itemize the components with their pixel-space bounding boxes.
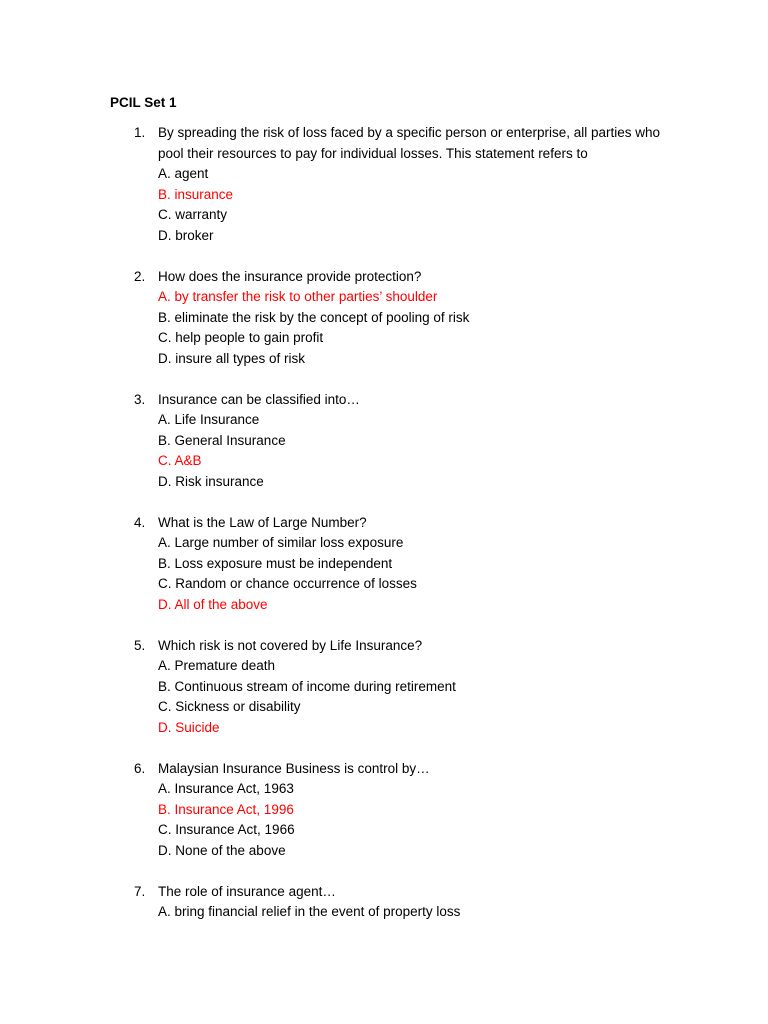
question-text: Malaysian Insurance Business is control by… bbox=[158, 760, 430, 776]
question-item bbox=[0, 882, 768, 923]
question-list bbox=[0, 123, 768, 943]
answer-options bbox=[158, 902, 668, 923]
answer-options bbox=[158, 164, 668, 246]
question-item bbox=[0, 636, 768, 739]
answer-option: A. Premature death bbox=[158, 658, 276, 673]
answer-option: D. insure all types of risk bbox=[158, 350, 306, 366]
document-title: PCIL Set 1 bbox=[110, 95, 177, 110]
question-body bbox=[158, 123, 668, 246]
answer-option: C. warranty bbox=[158, 207, 228, 222]
question-number: 6. bbox=[134, 760, 146, 776]
answer-options bbox=[158, 656, 668, 738]
question-body bbox=[158, 759, 668, 862]
answer-option: B. Continuous stream of income during retirement bbox=[158, 678, 456, 694]
question-number: 3. bbox=[134, 391, 146, 407]
question-text: How does the insurance provide protection? bbox=[158, 268, 422, 284]
question-body bbox=[158, 636, 668, 739]
question-body bbox=[158, 513, 668, 616]
answer-option: B. eliminate the risk by the concept of pooling of risk bbox=[158, 309, 470, 325]
question-body bbox=[158, 882, 668, 923]
question-text: By spreading the risk of loss faced by a specific person or enterprise, all parties who pool their resources to pay for individual losses. This statement refers to bbox=[158, 125, 660, 161]
answer-option: D. Risk insurance bbox=[158, 473, 264, 489]
question-number: 4. bbox=[134, 514, 146, 530]
question-body bbox=[158, 390, 668, 493]
answer-option: A. Life Insurance bbox=[158, 412, 260, 427]
answer-option: C. Sickness or disability bbox=[158, 699, 301, 714]
question-item bbox=[0, 267, 768, 370]
answer-option: A. bring financial relief in the event of property loss bbox=[158, 904, 461, 919]
answer-option: D. broker bbox=[158, 227, 214, 243]
answer-option: C. help people to gain profit bbox=[158, 330, 324, 345]
answer-options bbox=[158, 779, 668, 861]
answer-option: C. Random or chance occurrence of losses bbox=[158, 576, 417, 591]
question-text: The role of insurance agent… bbox=[158, 883, 336, 899]
question-item bbox=[0, 390, 768, 493]
answer-option-correct: D. Suicide bbox=[158, 719, 220, 735]
question-text: What is the Law of Large Number? bbox=[158, 514, 367, 530]
answer-option-correct: A. by transfer the risk to other parties’ shoulder bbox=[158, 289, 438, 304]
answer-option: A. agent bbox=[158, 166, 209, 181]
answer-options bbox=[158, 533, 668, 615]
answer-option: B. General Insurance bbox=[158, 432, 286, 448]
question-number: 2. bbox=[134, 268, 146, 284]
question-number: 5. bbox=[134, 637, 146, 653]
answer-options bbox=[158, 410, 668, 492]
question-item bbox=[0, 123, 768, 246]
answer-option: D. None of the above bbox=[158, 842, 286, 858]
question-number: 1. bbox=[134, 125, 146, 140]
question-text: Insurance can be classified into… bbox=[158, 391, 360, 407]
question-item bbox=[0, 759, 768, 862]
question-body bbox=[158, 267, 668, 370]
answer-option-correct: C. A&B bbox=[158, 453, 202, 468]
answer-option-correct: D. All of the above bbox=[158, 596, 268, 612]
answer-option: C. Insurance Act, 1966 bbox=[158, 822, 295, 837]
answer-options bbox=[158, 287, 668, 369]
question-text: Which risk is not covered by Life Insurance? bbox=[158, 637, 423, 653]
question-number: 7. bbox=[134, 883, 146, 899]
answer-option: A. Insurance Act, 1963 bbox=[158, 781, 294, 796]
question-item bbox=[0, 513, 768, 616]
answer-option: A. Large number of similar loss exposure bbox=[158, 535, 404, 550]
answer-option-correct: B. Insurance Act, 1996 bbox=[158, 801, 294, 817]
answer-option-correct: B. insurance bbox=[158, 186, 234, 202]
answer-option: B. Loss exposure must be independent bbox=[158, 555, 393, 571]
